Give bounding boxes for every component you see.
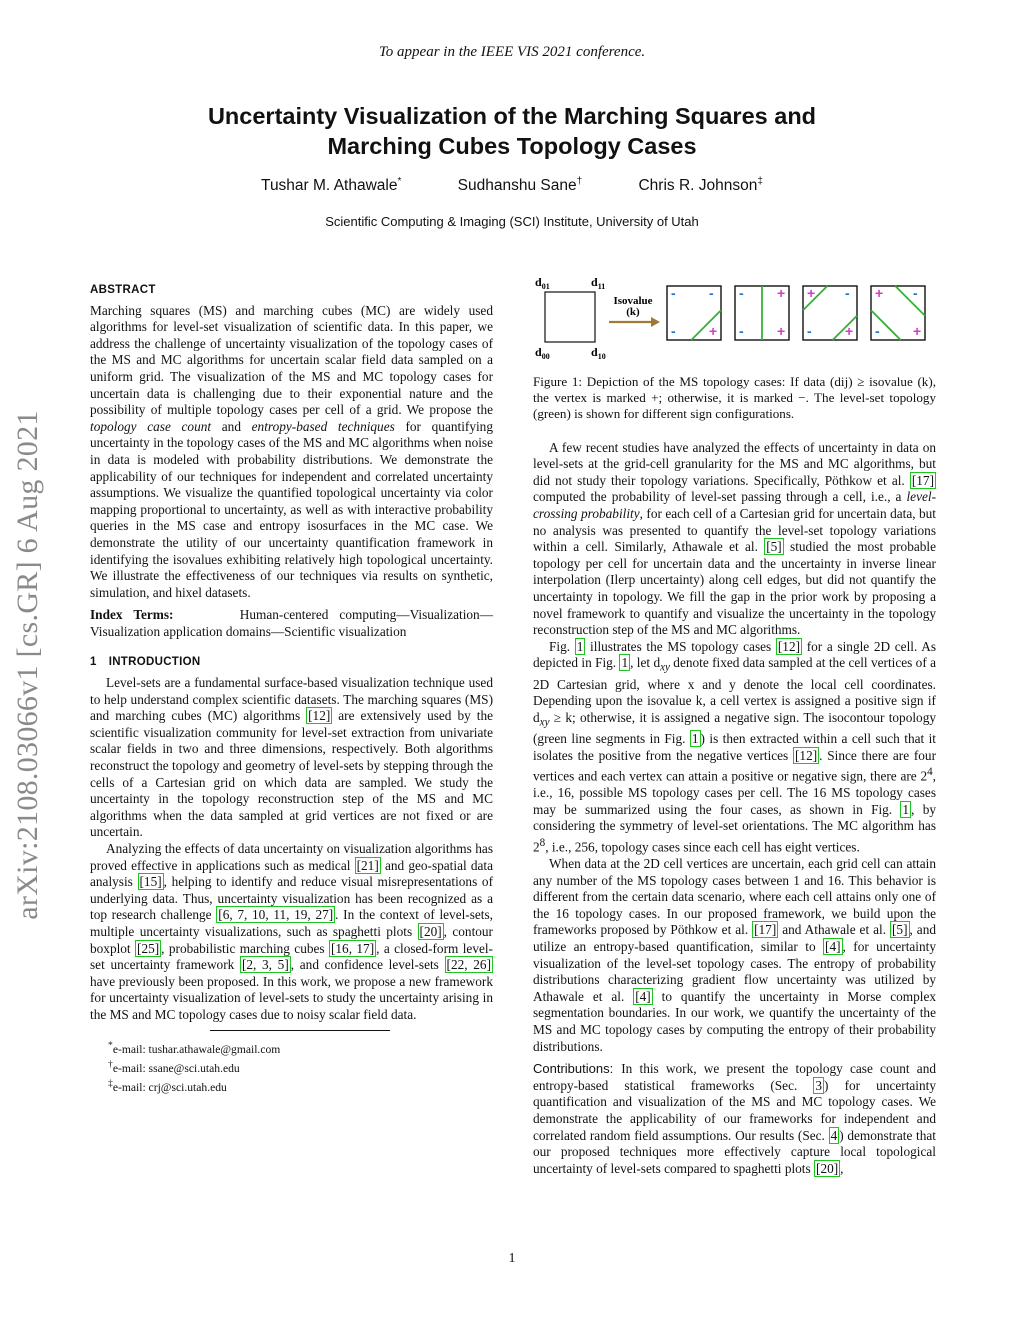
- author-name: Sudhanshu Sane: [457, 177, 577, 195]
- figure-caption: Figure 1: Depiction of the MS topology cases: If data (dij) ≥ isovalue (k), the vertex is marked +; otherwise, it is marked −. The level-set topology (green) is shown for different sign configurations.: [533, 374, 936, 422]
- citation-link[interactable]: [4]: [635, 988, 651, 1004]
- author-list: [0, 176, 1024, 195]
- author: [458, 176, 583, 195]
- citation-link[interactable]: [15]: [139, 874, 162, 890]
- figure-link[interactable]: 1: [621, 655, 629, 671]
- section-number: 1: [90, 656, 97, 669]
- section-title: INTRODUCTION: [108, 656, 201, 669]
- arrow-head: [651, 317, 660, 327]
- minus-sign: -: [671, 285, 676, 301]
- minus-sign: -: [845, 285, 850, 301]
- index-terms-text: Human-centered computing—Visualization—Visualization application domains—Scientific visualization: [90, 607, 494, 639]
- plus-sign: +: [777, 285, 786, 301]
- index-terms-label: Index Terms:: [90, 607, 174, 623]
- author: [638, 176, 762, 195]
- citation-link[interactable]: [20]: [419, 923, 442, 939]
- arrow-label: Isovalue: [613, 295, 653, 307]
- topology-cases: [667, 285, 925, 340]
- body-paragraph: When data at the 2D cell vertices are uncertain, each grid cell can attain any number of the MS topology cases between 1 and 16. This behavior is different from the certain data scenario, where each cell attains only one of the 16 topology cases. In our proposed framework, we build upon the frameworks proposed by Pöthkow et al. [17] and Athawale et al. [5] , and utilize an entropy-based quantification, similar to [4] , for uncertainty visualization of the level-set topology cases. The entropy of probability distributions characterizing gradient flow uncertainty was utilized by Athawale et al. [4] to quantify the uncertainty in Morse complex segmentation boundaries. In our work, we quantify the uncertainty of the MS and MC topology cases by computing the entropy of their probability distributions.: [533, 856, 937, 1054]
- citation-link[interactable]: [12]: [308, 708, 331, 724]
- citation-link[interactable]: [20]: [816, 1160, 839, 1176]
- arxiv-stamp: [8, 360, 48, 970]
- title-line-1: Uncertainty Visualization of the Marching Squares and: [207, 103, 817, 129]
- minus-sign: -: [671, 323, 676, 339]
- vertex-label-d10: $d_{10}$: [591, 345, 606, 361]
- plus-sign: +: [777, 323, 786, 339]
- right-column: [533, 276, 936, 1177]
- body-paragraph: Fig. 1 illustrates the MS topology cases [12] for a single 2D cell. As depicted in Fig. 1 , let $d_{xy}$ denote fixed data sampled at the cell vertices of a 2D Cartesian grid, where x and y denote the local cell coordinates. Depending upon the isovalue k, a cell vertex is assigned a positive sign if $d_{xy} \ge k$; otherwise, it is assigned a negative sign. The isocontour topology (green line segments in Fig. 1 ) is then extracted within a cell such that it isolates the positive from the negative vertices [12] . Since there are four vertices and each vertex can attain a positive or negative sign, there are $2^4$, i.e., 16, possible MS topology cases per cell. The 16 MS topology cases may be summarized using the four cases, as shown in Fig. 1 , by considering the symmetry of level-set orientations. The MC algorithm has $2^8$, i.e., 256, topology cases since each cell has eight vertices.: [533, 638, 936, 855]
- intro-paragraph-2: Analyzing the effects of data uncertainty on visualization algorithms has proved effective in applications such as medical [21] and geo-spatial data analysis [15] , helping to identify and reduce visual misrepresentations of underlying data. Thus, uncertainty visualization has been recognized as a top research challenge [6, 7, 10, 11, 19, 27] . In the context of level-sets, multiple uncertainty visualizations, such as spaghetti plots [20] , contour boxplot [25] , probabilistic marching cubes [16, 17] , a closed-form level-set uncertainty framework [2, 3, 5] , and confidence level-sets [22, 26] have previously been proposed. In this work, we propose a new framework for uncertainty visualization of level-sets to study the uncertainty arising in the MS and MC topology cases due to noisy scalar field data.: [90, 841, 493, 1022]
- figure-link[interactable]: 1: [576, 638, 584, 654]
- citation-link[interactable]: [21]: [356, 857, 379, 873]
- minus-sign: -: [739, 323, 744, 339]
- arxiv-stamp-text: arXiv:2108.03066v1 [cs.GR] 6 Aug 2021: [11, 410, 44, 920]
- minus-sign: -: [709, 285, 714, 301]
- author-name: Chris R. Johnson: [638, 177, 758, 195]
- citation-link[interactable]: [6, 7, 10, 11, 19, 27]: [218, 907, 334, 923]
- citation-link[interactable]: [16, 17]: [330, 940, 375, 956]
- plus-sign: +: [875, 285, 884, 301]
- body-paragraph: A few recent studies have analyzed the effects of uncertainty in data on level-sets at the grid-cell granularity for the MS and MC algorithms, but did not study their topology variations. Specifically, Pöthkow et al. [17] computed the probability of level-set passing through a cell, i.e., a level-crossing probability, for each cell of a Cartesian grid for uncertain data, but no analysis was presented to quantify the level-set topology variations within a cell. Similarly, Athawale et al. [5] studied the most probable topology per cell for uncertain data and the uncertainty in inverse linear interpolation (Ilerp uncertainty) along cell edges, but did not quantify the uncertainty in topology. We fill the gap in the prior work by proposing a novel framework to quantify and visualize the uncertainty in the topology reconstruction step of the MS and MC algorithms.: [533, 439, 936, 638]
- minus-sign: -: [913, 285, 918, 301]
- abstract-body: Marching squares (MS) and marching cubes (MC) are widely used algorithms for level-set visualization of scientific data. In this paper, we address the challenge of uncertainty visualization of the topology cases of the MS and MC algorithms for uncertain scalar field data sampled on a uniform grid. The visualization of the MS and MC topology cases for uncertain data is challenging due to their exponential nature and the possibility of multiple topology cases per cell of a grid. We propose the: [90, 302, 493, 418]
- footnote: *e-mail: tushar.athawale@gmail.com: [108, 1039, 281, 1056]
- section-link[interactable]: 4: [830, 1127, 838, 1143]
- contributions-label: Contributions:: [533, 1061, 614, 1077]
- minus-sign: -: [875, 323, 880, 339]
- citation-link[interactable]: [17]: [754, 922, 777, 938]
- minus-sign: -: [739, 285, 744, 301]
- footnote-rule: [210, 1030, 390, 1031]
- citation-link[interactable]: [2, 3, 5]: [241, 957, 289, 973]
- index-terms: [90, 607, 493, 640]
- figure-link[interactable]: 1: [691, 731, 699, 747]
- citation-link[interactable]: [17]: [911, 472, 934, 488]
- vertex-label-d00: $d_{00}$: [535, 345, 550, 361]
- abstract-emphasis: topology case count: [90, 418, 212, 434]
- author-name: Tushar M. Athawale: [261, 177, 398, 195]
- author-mark: *: [397, 176, 402, 187]
- author-mark: ‡: [757, 176, 763, 187]
- affiliation: Scientific Computing & Imaging (SCI) Institute, University of Utah: [325, 214, 699, 229]
- vertex-label-d11: $d_{11}$: [591, 276, 606, 291]
- citation-link[interactable]: [5]: [766, 539, 782, 555]
- footnotes: [90, 1030, 493, 1096]
- abstract-text: [90, 303, 493, 602]
- level-set-segment: [895, 286, 925, 316]
- abstract-emphasis: entropy-based techniques: [251, 418, 395, 434]
- paper-title: [100, 101, 924, 161]
- right-body: [533, 440, 936, 1178]
- intro-paragraph-1: Level-sets are a fundamental surface-based visualization technique used to help understand complex scientific datasets. The marching squares (MS) and marching cubes (MC) algorithms [12] are extensively used by the scientific visualization community for level-set extraction from univariate scalar fields in two and three dimensions, respectively. Both algorithms reconstruct the topology and geometry of level-sets by stepping through the cells of a Cartesian grid on which data are sampled. We study the uncertainty in the topology reconstruction step of the MS and MC algorithms when the data sampled at grid vertices are not fixed or are uncertain.: [90, 675, 493, 840]
- section-link[interactable]: 3: [815, 1077, 823, 1093]
- footnote: †e-mail: ssane@sci.utah.edu: [108, 1058, 240, 1075]
- abstract-joiner: and: [211, 418, 252, 434]
- footnote: ‡e-mail: crj@sci.utah.edu: [108, 1078, 227, 1095]
- citation-link[interactable]: [5]: [892, 922, 908, 938]
- figure-link[interactable]: 1: [902, 801, 910, 817]
- citation-link[interactable]: [22, 26]: [446, 957, 491, 973]
- arrow-label-k: (k): [626, 306, 640, 318]
- running-header: To appear in the IEEE VIS 2021 conference.: [378, 44, 646, 60]
- plus-sign: +: [845, 323, 854, 339]
- ms-topology-diagram: [533, 276, 936, 366]
- citation-link[interactable]: [12]: [777, 638, 801, 654]
- abstract-body-2: for quantifying uncertainty in the topology cases of the MS and MC algorithms when noise in data is modeled with probability distributions. We demonstrate the applicability of our techniques for independent and correlated uncertainty assumptions. We visualize the quantified topological uncertainty via color mapping proportional to uncertainty, as well as with interactive probability queries in the MS case and entropy isosurfaces in the MC case. We demonstrate the utility of our uncertainty quantification framework in identifying the isovalues exhibiting relatively high topological uncertainty. We illustrate the effectiveness of our techniques via results on synthetic, simulation, and hixel datasets.: [90, 418, 493, 600]
- left-column: [90, 282, 493, 1096]
- abstract-heading: ABSTRACT: [90, 284, 156, 296]
- citation-link[interactable]: [12]: [795, 747, 818, 763]
- author-mark: †: [576, 176, 583, 187]
- plus-sign: +: [709, 323, 718, 339]
- introduction-heading: [90, 654, 493, 671]
- citation-link[interactable]: [25]: [137, 940, 160, 956]
- figure-1: [533, 276, 936, 366]
- title-line-2: Marching Cubes Topology Cases: [327, 133, 697, 159]
- vertex-label-d01: $d_{01}$: [535, 276, 550, 291]
- reference-cell: [545, 292, 595, 342]
- contributions-paragraph: Contributions: In this work, we present the topology case count and entropy-based statistical frameworks (Sec. 3 ) for uncertainty quantification and visualization of the MS and MC topology cases. We demonstrate the applicability of our frameworks for independent and correlated random field assumptions. Our results (Sec. 4 ) demonstrate that our proposed techniques more effectively capture local topological uncertainty of level-sets compared to spaghetti plots [20] ,: [533, 1061, 936, 1176]
- page-number: 1: [508, 1251, 516, 1266]
- plus-sign: +: [807, 285, 816, 301]
- author: [261, 176, 401, 195]
- citation-link[interactable]: [4]: [825, 938, 841, 954]
- plus-sign: +: [913, 323, 922, 339]
- minus-sign: -: [807, 323, 812, 339]
